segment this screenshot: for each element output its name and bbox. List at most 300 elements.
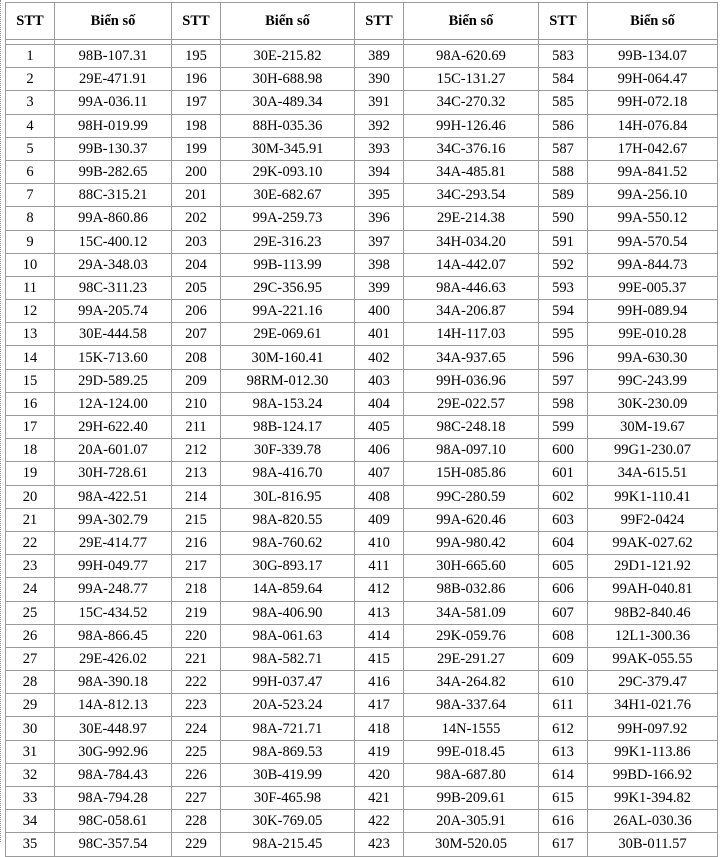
plate-cell: 98A-215.45 xyxy=(221,833,355,856)
plate-cell: 30E-444.58 xyxy=(55,323,172,346)
table-row xyxy=(6,485,718,508)
stt-cell: 616 xyxy=(539,810,588,833)
stt-cell: 11 xyxy=(6,276,55,299)
plate-cell: 99F2-0424 xyxy=(588,508,718,531)
stt-cell: 598 xyxy=(539,392,588,415)
stt-cell: 216 xyxy=(172,531,221,554)
table-row xyxy=(6,137,718,160)
table-row xyxy=(6,346,718,369)
plate-cell: 99AK-055.55 xyxy=(588,647,718,670)
plate-cell: 99B-282.65 xyxy=(55,160,172,183)
plate-cell: 99A-860.86 xyxy=(55,207,172,230)
stt-cell: 9 xyxy=(6,230,55,253)
plate-cell: 30G-893.17 xyxy=(221,555,355,578)
stt-cell: 392 xyxy=(355,114,404,137)
table-row xyxy=(6,508,718,531)
plate-cell: 98A-869.53 xyxy=(221,740,355,763)
stt-cell: 588 xyxy=(539,160,588,183)
plate-cell: 98B-124.17 xyxy=(221,416,355,439)
stt-cell: 611 xyxy=(539,694,588,717)
stt-cell: 30 xyxy=(6,717,55,740)
plate-cell: 98A-620.69 xyxy=(404,45,539,68)
plate-cell: 17H-042.67 xyxy=(588,137,718,160)
plate-cell: 34C-376.16 xyxy=(404,137,539,160)
plate-cell: 30B-011.57 xyxy=(588,833,718,856)
plate-cell: 29A-348.03 xyxy=(55,253,172,276)
plate-cell: 99A-259.73 xyxy=(221,207,355,230)
plate-cell: 34H1-021.76 xyxy=(588,694,718,717)
plate-cell: 30E-448.97 xyxy=(55,717,172,740)
plate-cell: 14A-812.13 xyxy=(55,694,172,717)
plate-cell: 98A-390.18 xyxy=(55,671,172,694)
plate-cell: 99B-134.07 xyxy=(588,45,718,68)
stt-cell: 597 xyxy=(539,369,588,392)
plate-cell: 29E-069.61 xyxy=(221,323,355,346)
stt-cell: 213 xyxy=(172,462,221,485)
plate-cell: 29E-426.02 xyxy=(55,647,172,670)
plate-cell: 99A-841.52 xyxy=(588,160,718,183)
plate-cell: 99H-072.18 xyxy=(588,91,718,114)
stt-cell: 2 xyxy=(6,68,55,91)
stt-cell: 35 xyxy=(6,833,55,856)
table-row xyxy=(6,392,718,415)
stt-cell: 400 xyxy=(355,300,404,323)
stt-cell: 617 xyxy=(539,833,588,856)
plate-cell: 98C-248.18 xyxy=(404,416,539,439)
stt-cell: 25 xyxy=(6,601,55,624)
stt-cell: 602 xyxy=(539,485,588,508)
plate-cell: 99A-980.42 xyxy=(404,531,539,554)
plate-cell: 99A-221.16 xyxy=(221,300,355,323)
stt-cell: 220 xyxy=(172,624,221,647)
plate-cell: 99A-620.46 xyxy=(404,508,539,531)
stt-cell: 199 xyxy=(172,137,221,160)
stt-cell: 229 xyxy=(172,833,221,856)
table-row xyxy=(6,787,718,810)
plate-cell: 99B-130.37 xyxy=(55,137,172,160)
plate-cell: 29E-414.77 xyxy=(55,531,172,554)
stt-cell: 210 xyxy=(172,392,221,415)
plate-cell: 30K-769.05 xyxy=(221,810,355,833)
plate-cell: 15K-713.60 xyxy=(55,346,172,369)
stt-cell: 198 xyxy=(172,114,221,137)
stt-cell: 401 xyxy=(355,323,404,346)
stt-cell: 405 xyxy=(355,416,404,439)
stt-cell: 609 xyxy=(539,647,588,670)
stt-cell: 18 xyxy=(6,439,55,462)
stt-cell: 423 xyxy=(355,833,404,856)
table-row xyxy=(6,230,718,253)
plate-cell: 99A-248.77 xyxy=(55,578,172,601)
table-row xyxy=(6,253,718,276)
stt-cell: 12 xyxy=(6,300,55,323)
stt-cell: 612 xyxy=(539,717,588,740)
stt-cell: 389 xyxy=(355,45,404,68)
stt-cell: 201 xyxy=(172,184,221,207)
table-row xyxy=(6,207,718,230)
plate-cell: 30H-665.60 xyxy=(404,555,539,578)
plate-cell: 34A-581.09 xyxy=(404,601,539,624)
stt-cell: 391 xyxy=(355,91,404,114)
stt-cell: 397 xyxy=(355,230,404,253)
plate-cell: 99K1-110.41 xyxy=(588,485,718,508)
plate-cell: 98C-357.54 xyxy=(55,833,172,856)
plate-cell: 30H-728.61 xyxy=(55,462,172,485)
table-row xyxy=(6,462,718,485)
table-row xyxy=(6,763,718,786)
stt-cell: 218 xyxy=(172,578,221,601)
stt-cell: 200 xyxy=(172,160,221,183)
stt-cell: 15 xyxy=(6,369,55,392)
stt-cell: 414 xyxy=(355,624,404,647)
stt-cell: 225 xyxy=(172,740,221,763)
stt-cell: 404 xyxy=(355,392,404,415)
stt-cell: 586 xyxy=(539,114,588,137)
plate-cell: 30B-419.99 xyxy=(221,763,355,786)
table-row xyxy=(6,578,718,601)
plate-cell: 34A-937.65 xyxy=(404,346,539,369)
plate-cell: 99BD-166.92 xyxy=(588,763,718,786)
plate-cell: 98B-032.86 xyxy=(404,578,539,601)
plate-cell: 99H-097.92 xyxy=(588,717,718,740)
stt-cell: 196 xyxy=(172,68,221,91)
stt-cell: 408 xyxy=(355,485,404,508)
stt-cell: 406 xyxy=(355,439,404,462)
plate-cell: 14A-442.07 xyxy=(404,253,539,276)
stt-cell: 589 xyxy=(539,184,588,207)
stt-cell: 34 xyxy=(6,810,55,833)
stt-cell: 610 xyxy=(539,671,588,694)
table-row xyxy=(6,91,718,114)
stt-cell: 27 xyxy=(6,647,55,670)
stt-cell: 606 xyxy=(539,578,588,601)
table-header xyxy=(6,3,718,45)
stt-cell: 410 xyxy=(355,531,404,554)
stt-cell: 402 xyxy=(355,346,404,369)
plate-cell: 98A-097.10 xyxy=(404,439,539,462)
plate-cell: 30E-215.82 xyxy=(221,45,355,68)
plate-cell: 29C-379.47 xyxy=(588,671,718,694)
stt-cell: 21 xyxy=(6,508,55,531)
plate-cell: 99A-844.73 xyxy=(588,253,718,276)
stt-cell: 390 xyxy=(355,68,404,91)
stt-cell: 6 xyxy=(6,160,55,183)
plate-cell: 98A-721.71 xyxy=(221,717,355,740)
plate-cell: 30M-520.05 xyxy=(404,833,539,856)
stt-cell: 615 xyxy=(539,787,588,810)
plate-cell: 14H-076.84 xyxy=(588,114,718,137)
plate-cell: 30M-345.91 xyxy=(221,137,355,160)
plate-cell: 99AH-040.81 xyxy=(588,578,718,601)
stt-cell: 421 xyxy=(355,787,404,810)
stt-cell: 217 xyxy=(172,555,221,578)
plate-cell: 99K1-394.82 xyxy=(588,787,718,810)
header-plate: Biển số xyxy=(588,3,718,40)
stt-cell: 596 xyxy=(539,346,588,369)
stt-cell: 10 xyxy=(6,253,55,276)
plate-cell: 99A-205.74 xyxy=(55,300,172,323)
stt-cell: 599 xyxy=(539,416,588,439)
stt-cell: 17 xyxy=(6,416,55,439)
stt-cell: 31 xyxy=(6,740,55,763)
plate-cell: 29E-471.91 xyxy=(55,68,172,91)
plate-cell: 98A-582.71 xyxy=(221,647,355,670)
stt-cell: 222 xyxy=(172,671,221,694)
page-margin-marker xyxy=(0,0,2,842)
plate-cell: 99G1-230.07 xyxy=(588,439,718,462)
stt-cell: 607 xyxy=(539,601,588,624)
stt-cell: 19 xyxy=(6,462,55,485)
table-row xyxy=(6,740,718,763)
stt-cell: 1 xyxy=(6,45,55,68)
plate-cell: 99H-037.47 xyxy=(221,671,355,694)
stt-cell: 24 xyxy=(6,578,55,601)
license-plate-table xyxy=(5,2,718,857)
stt-cell: 411 xyxy=(355,555,404,578)
plate-cell: 29E-214.38 xyxy=(404,207,539,230)
stt-cell: 227 xyxy=(172,787,221,810)
plate-cell: 30K-230.09 xyxy=(588,392,718,415)
table-row xyxy=(6,717,718,740)
stt-cell: 224 xyxy=(172,717,221,740)
plate-cell: 98A-416.70 xyxy=(221,462,355,485)
plate-cell: 14H-117.03 xyxy=(404,323,539,346)
stt-cell: 209 xyxy=(172,369,221,392)
plate-cell: 29H-622.40 xyxy=(55,416,172,439)
plate-cell: 29C-356.95 xyxy=(221,276,355,299)
table-row xyxy=(6,601,718,624)
plate-cell: 99H-049.77 xyxy=(55,555,172,578)
table-row xyxy=(6,184,718,207)
stt-cell: 403 xyxy=(355,369,404,392)
plate-cell: 30F-339.78 xyxy=(221,439,355,462)
table-row xyxy=(6,369,718,392)
plate-cell: 15C-400.12 xyxy=(55,230,172,253)
plate-cell: 98B-107.31 xyxy=(55,45,172,68)
header-plate: Biển số xyxy=(55,3,172,40)
stt-cell: 395 xyxy=(355,184,404,207)
table-row xyxy=(6,114,718,137)
plate-cell: 20A-601.07 xyxy=(55,439,172,462)
plate-cell: 98A-866.45 xyxy=(55,624,172,647)
header-plate: Biển số xyxy=(404,3,539,40)
stt-cell: 614 xyxy=(539,763,588,786)
plate-cell: 99A-550.12 xyxy=(588,207,718,230)
plate-cell: 99A-256.10 xyxy=(588,184,718,207)
plate-cell: 29E-316.23 xyxy=(221,230,355,253)
plate-cell: 88H-035.36 xyxy=(221,114,355,137)
stt-cell: 416 xyxy=(355,671,404,694)
plate-cell: 12L1-300.36 xyxy=(588,624,718,647)
plate-cell: 14A-859.64 xyxy=(221,578,355,601)
stt-cell: 415 xyxy=(355,647,404,670)
stt-cell: 202 xyxy=(172,207,221,230)
plate-cell: 34A-615.51 xyxy=(588,462,718,485)
plate-cell: 99A-630.30 xyxy=(588,346,718,369)
stt-cell: 591 xyxy=(539,230,588,253)
plate-cell: 99E-018.45 xyxy=(404,740,539,763)
stt-cell: 214 xyxy=(172,485,221,508)
plate-cell: 99E-005.37 xyxy=(588,276,718,299)
plate-cell: 30M-19.67 xyxy=(588,416,718,439)
plate-cell: 30A-489.34 xyxy=(221,91,355,114)
plate-cell: 34A-206.87 xyxy=(404,300,539,323)
plate-cell: 98C-311.23 xyxy=(55,276,172,299)
plate-cell: 15C-131.27 xyxy=(404,68,539,91)
stt-cell: 419 xyxy=(355,740,404,763)
header-plate: Biển số xyxy=(221,3,355,40)
stt-cell: 398 xyxy=(355,253,404,276)
stt-cell: 413 xyxy=(355,601,404,624)
stt-cell: 407 xyxy=(355,462,404,485)
table-row xyxy=(6,810,718,833)
plate-cell: 98A-337.64 xyxy=(404,694,539,717)
plate-cell: 98H-019.99 xyxy=(55,114,172,137)
table-row xyxy=(6,671,718,694)
plate-cell: 30G-992.96 xyxy=(55,740,172,763)
stt-cell: 399 xyxy=(355,276,404,299)
stt-cell: 396 xyxy=(355,207,404,230)
stt-cell: 207 xyxy=(172,323,221,346)
plate-cell: 98A-784.43 xyxy=(55,763,172,786)
plate-cell: 99A-302.79 xyxy=(55,508,172,531)
stt-cell: 590 xyxy=(539,207,588,230)
stt-cell: 412 xyxy=(355,578,404,601)
stt-cell: 211 xyxy=(172,416,221,439)
table-row xyxy=(6,531,718,554)
table-row xyxy=(6,439,718,462)
plate-cell: 99H-036.96 xyxy=(404,369,539,392)
plate-cell: 14N-1555 xyxy=(404,717,539,740)
stt-cell: 22 xyxy=(6,531,55,554)
stt-cell: 608 xyxy=(539,624,588,647)
stt-cell: 16 xyxy=(6,392,55,415)
stt-cell: 418 xyxy=(355,717,404,740)
plate-cell: 98A-422.51 xyxy=(55,485,172,508)
stt-cell: 583 xyxy=(539,45,588,68)
header-stt: STT xyxy=(6,3,55,40)
table-row xyxy=(6,276,718,299)
plate-cell: 29D-589.25 xyxy=(55,369,172,392)
table-row xyxy=(6,555,718,578)
stt-cell: 585 xyxy=(539,91,588,114)
plate-cell: 99C-243.99 xyxy=(588,369,718,392)
plate-cell: 88C-315.21 xyxy=(55,184,172,207)
plate-cell: 99B-209.61 xyxy=(404,787,539,810)
table-row xyxy=(6,694,718,717)
plate-cell: 99B-113.99 xyxy=(221,253,355,276)
plate-cell: 98A-820.55 xyxy=(221,508,355,531)
plate-cell: 99A-036.11 xyxy=(55,91,172,114)
stt-cell: 205 xyxy=(172,276,221,299)
plate-cell: 99K1-113.86 xyxy=(588,740,718,763)
table-row xyxy=(6,647,718,670)
plate-cell: 99H-126.46 xyxy=(404,114,539,137)
stt-cell: 4 xyxy=(6,114,55,137)
stt-cell: 204 xyxy=(172,253,221,276)
plate-cell: 34A-264.82 xyxy=(404,671,539,694)
stt-cell: 228 xyxy=(172,810,221,833)
stt-cell: 613 xyxy=(539,740,588,763)
plate-cell: 20A-523.24 xyxy=(221,694,355,717)
stt-cell: 393 xyxy=(355,137,404,160)
plate-cell: 98A-061.63 xyxy=(221,624,355,647)
plate-cell: 99H-064.47 xyxy=(588,68,718,91)
stt-cell: 33 xyxy=(6,787,55,810)
plate-cell: 29D1-121.92 xyxy=(588,555,718,578)
stt-cell: 23 xyxy=(6,555,55,578)
stt-cell: 593 xyxy=(539,276,588,299)
header-row xyxy=(6,3,718,40)
stt-cell: 422 xyxy=(355,810,404,833)
stt-cell: 223 xyxy=(172,694,221,717)
plate-cell: 99A-570.54 xyxy=(588,230,718,253)
table-row xyxy=(6,416,718,439)
stt-cell: 5 xyxy=(6,137,55,160)
stt-cell: 595 xyxy=(539,323,588,346)
stt-cell: 587 xyxy=(539,137,588,160)
table-row xyxy=(6,300,718,323)
plate-cell: 34C-270.32 xyxy=(404,91,539,114)
plate-cell: 34C-293.54 xyxy=(404,184,539,207)
stt-cell: 600 xyxy=(539,439,588,462)
stt-cell: 14 xyxy=(6,346,55,369)
stt-cell: 409 xyxy=(355,508,404,531)
plate-cell: 29E-291.27 xyxy=(404,647,539,670)
plate-cell: 30M-160.41 xyxy=(221,346,355,369)
stt-cell: 208 xyxy=(172,346,221,369)
plate-cell: 30F-465.98 xyxy=(221,787,355,810)
stt-cell: 219 xyxy=(172,601,221,624)
stt-cell: 592 xyxy=(539,253,588,276)
stt-cell: 603 xyxy=(539,508,588,531)
stt-cell: 13 xyxy=(6,323,55,346)
plate-cell: 29K-059.76 xyxy=(404,624,539,647)
stt-cell: 28 xyxy=(6,671,55,694)
plate-cell: 98A-153.24 xyxy=(221,392,355,415)
stt-cell: 601 xyxy=(539,462,588,485)
header-stt: STT xyxy=(172,3,221,40)
header-stt: STT xyxy=(539,3,588,40)
table-row xyxy=(6,833,718,856)
plate-cell: 29K-093.10 xyxy=(221,160,355,183)
stt-cell: 29 xyxy=(6,694,55,717)
stt-cell: 605 xyxy=(539,555,588,578)
plate-cell: 98A-760.62 xyxy=(221,531,355,554)
stt-cell: 206 xyxy=(172,300,221,323)
plate-cell: 98B2-840.46 xyxy=(588,601,718,624)
header-stt: STT xyxy=(355,3,404,40)
plate-cell: 98RM-012.30 xyxy=(221,369,355,392)
plate-cell: 15C-434.52 xyxy=(55,601,172,624)
stt-cell: 215 xyxy=(172,508,221,531)
stt-cell: 195 xyxy=(172,45,221,68)
plate-cell: 99E-010.28 xyxy=(588,323,718,346)
plate-cell: 34A-485.81 xyxy=(404,160,539,183)
plate-cell: 30H-688.98 xyxy=(221,68,355,91)
plate-cell: 26AL-030.36 xyxy=(588,810,718,833)
table-row xyxy=(6,68,718,91)
plate-cell: 98A-794.28 xyxy=(55,787,172,810)
table-row xyxy=(6,45,718,68)
stt-cell: 417 xyxy=(355,694,404,717)
plate-cell: 99C-280.59 xyxy=(404,485,539,508)
table-row xyxy=(6,160,718,183)
plate-cell: 20A-305.91 xyxy=(404,810,539,833)
stt-cell: 203 xyxy=(172,230,221,253)
stt-cell: 32 xyxy=(6,763,55,786)
plate-cell: 30E-682.67 xyxy=(221,184,355,207)
